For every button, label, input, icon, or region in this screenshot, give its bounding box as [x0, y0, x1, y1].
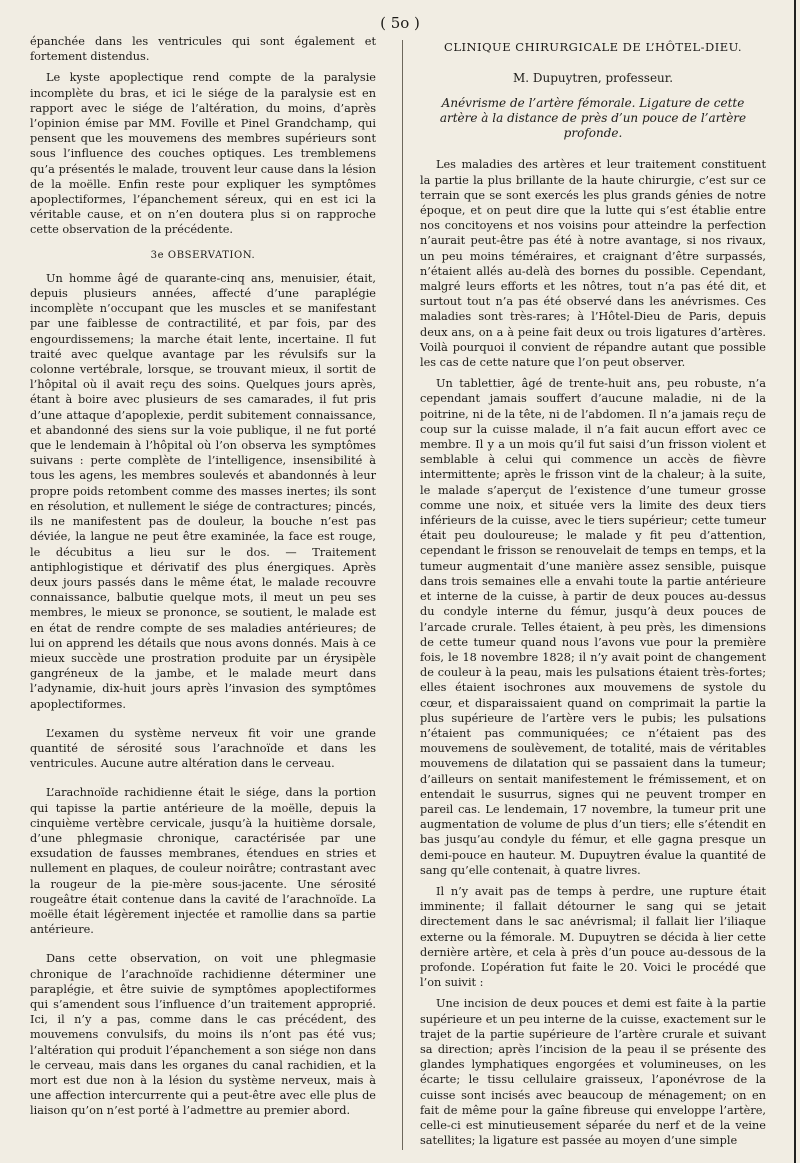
observation-heading: 3e OBSERVATION.: [150, 249, 256, 261]
right-column: [420, 34, 766, 1154]
professor-line: M. Dupuytren, professeur.: [512, 71, 674, 86]
paragraph: Un homme âgé de quarante-cinq ans, menuisier, était, depuis plusieurs années, affecté d’une paraplégie incomplète n’occupant que les muscles et se manifestant par une faiblesse de contractilité, et par fois, par des engourdissemens; la marche était lente, incertaine. Il fut traité avec quelque avantage par les révulsifs sur la colonne vertébrale, lorsque, se trouvant mieux, il sortit de l’hôpital où il avait reçu des soins. Quelques jours après, étant à boire avec plusieurs de ses camarades, il fut pris d’une attaque d’apoplexie, perdit subitement connaissance, et abandonné des siens sur la voie publique, il ne fut porté que le lendemain à l’hôpital où l’on observa les symptômes suivans : perte complète de l’intelligence, insensibilité à tous les agens, les membres soulevés et abandonnés à leur propre poids retombent comme des masses inertes; ils sont en résolution, et nullement le siége de contractures; pincés, ils ne manifestent pas de douleur, la bouche n’est pas déviée, la langue ne peut être examinée, la face est rouge, le décubitus a lieu sur le dos. — Traitement antiphlogistique et dérivatif des plus énergiques. Après deux jours passés dans le même état, le malade recouvre connaissance, balbutie quelque mots, il meut un peu ses membres, le mieux se prononce, se soutient, le malade est en état de rendre compte de ses maladies antérieures; de lui on apprend les détails que nous avons donnés. Mais à ce mieux succède une prostration produite par un érysipèle gangréneux de la jambe, et le malade meurt dans l’adynamie, dix-huit jours après l’invasion des symptômes apoplectiformes.: [30, 271, 376, 711]
paragraph: Le kyste apoplectique rend compte de la paralysie incomplète du bras, et ici le siége de la paralysie est en rapport avec le siége de l’altération, du moins, d’après l’opinion émise par MM. Foville et Pinel Grandchamp, qui pensent que les mouvemens des membres supérieurs sont sous l’influence des couches optiques. Les tremblemens qu’a présentés le malade, trouvent leur cause dans la lésion de la moëlle. Enfin reste pour expliquer les symptômes apoplectiformes, l’épanchement séreux, qui en est ici la véritable cause, et on n’en doutera plus si on rapproche cette observation de la précédente.: [30, 71, 376, 237]
paragraph: Une incision de deux pouces et demi est faite à la partie supérieure et un peu interne de la cuisse, exactement sur le trajet de la partie supérieure de l’artère crurale et suivant sa direction; après l’incision de la peau il se présente des glandes lymphatiques engorgées et volumineuses, on les écarte; le tissu cellulaire graisseux, l’aponévrose de la cuisse sont incisés avec beaucoup de ménagement; on en fait de même pour la gaîne fibreuse qui enveloppe l’artère, celle-ci est minutieusement séparée du nerf et de la veine satellites; la ligature est passée au moyen d’une simple: [420, 997, 766, 1148]
left-column: [30, 34, 376, 1125]
paragraph: épanchée dans les ventricules qui sont également et fortement distendus.: [30, 35, 376, 64]
paragraph: Les maladies des artères et leur traitement constituent la partie la plus brillante de la haute chirurgie, c’est sur ce terrain que se sont exercés les plus grands génies de notre époque, et on peut dire que la lutte qui s’est établie entre nos concitoyens et nos voisins pour atteindre la perfection n’aurait peut-être pas été à notre avantage, si nos rivaux, un peu moins téméraires, et craignant d’être surpassés, n’étaient allés au-delà des bornes du possible. Cependant, malgré leurs efforts et les nôtres, tout n’a pas été dit, et surtout tout n’a pas été observé dans les anévrismes. Ces maladies sont très-rares; à l’Hôtel-Dieu de Paris, depuis deux ans, on a à peine fait deux ou trois ligatures d’artères. Voilà pourquoi il convient de répandre autant que possible les cas de cette nature que l’on peut observer.: [420, 158, 766, 370]
paragraph: Il n’y avait pas de temps à perdre, une rupture était imminente; il fallait détourner le sang qui se jetait directement dans le sac anévrismal; il fallait lier l’iliaque externe ou la fémorale. M. Dupuytren se décida à lier cette dernière artère, et cela à près d’un pouce au-dessous de la profonde. L’opération fut faite le 20. Voici le procédé que l’on suivit :: [420, 884, 766, 990]
clinic-heading: CLINIQUE CHIRURGICALE DE L’HÔTEL-DIEU.: [444, 40, 742, 54]
paragraph: L’arachnoïde rachidienne était le siége, dans la portion qui tapisse la partie antérieure de la moëlle, depuis la cinquième vertèbre cervicale, jusqu’à la huitième dorsale, d’une phlegmasie chronique, caractérisée par une exsudation de fausses membranes, étendues en stries et nullement en plaques, de couleur noirâtre; contrastant avec la rougeur de la pie-mère sous-jacente. Une sérosité rougeâtre était contenue dans la cavité de l’arachnoïde. La moëlle était légèrement injectée et ramollie dans sa partie antérieure.: [30, 786, 376, 937]
page-number: ( 5o ): [380, 14, 420, 32]
article-subtitle: Anévrisme de l’artère fémorale. Ligature de cette artère à la distance de près d’un pouce de l’artère profonde.: [439, 96, 747, 141]
paragraph: Un tablettier, âgé de trente-huit ans, peu robuste, n’a cependant jamais souffert d’aucune maladie, ni de la poitrine, ni de la tête, ni de l’abdomen. Il n’a jamais reçu de coup sur la cuisse malade, il n’a fait aucun effort avec ce membre. Il y a un mois qu’il fut saisi d’un frisson violent et semblable à celui qui commence un accès de fièvre intermittente; après le frisson vint de la chaleur; à la suite, le malade s’aperçut de l’existence d’une tumeur grosse comme une noix, et située vers la limite des deux tiers inférieurs de la cuisse, avec le tiers supérieur; cette tumeur était peu douloureuse; le malade y fit peu d’attention, cependant le frisson se renouvelait de temps en temps, et la tumeur augmentait d’une manière assez sensible, puisque dans trois semaines elle a envahi toute la partie antérieure et interne de la cuisse, à partir de deux pouces au-dessus du condyle interne du fémur, jusqu’à deux pouces de l’arcade crurale. Telles étaient, à peu près, les dimensions de cette tumeur quand nous l’avons vue pour la première fois, le 18 novembre 1828; il n’y avait point de changement de couleur à la peau, mais les pulsations étaient très-fortes; elles étaient isochrones aux mouvemens de systole du cœur, et disparaissaient quand on comprimait la partie la plus supérieure de l’artère vers le pubis; les pulsations n’étaient pas communiquées; ce n’étaient pas des mouvemens de soulèvement, de totalité, mais de véritables mouvemens de dilatation qui se passaient dans la tumeur; d’ailleurs on sentait manifestement le frémissement, et on entendait le susurrus, signes qui ne peuvent tromper en pareil cas. Le lendemain, 17 novembre, la tumeur prit une augmentation de volume de plus d’un tiers; elle s’étendit en bas jusqu’au condyle du fémur, et elle gagna presque un demi-pouce en hauteur. M. Dupuytren évalue la quantité de sang qu’elle contenait, à quatre livres.: [420, 377, 766, 877]
page-edge: [794, 0, 796, 1163]
paragraph: L’examen du système nerveux fit voir une grande quantité de sérosité sous l’arachnoïde et dans les ventricules. Aucune autre altération dans le cerveau.: [30, 726, 376, 771]
paragraph: Dans cette observation, on voit une phlegmasie chronique de l’arachnoïde rachidienne déterminer une paraplégie, et être suivie de symptômes apoplectiformes qui s’amendent sous l’influence d’un traitement approprié. Ici, il n’y a pas, comme dans le cas précédent, des mouvemens convulsifs, du moins ils n’ont pas été vus; l’altération qui produit l’épanchement a son siége non dans le cerveau, mais dans les organes du canal rachidien, et la mort est due non à la lésion du système nerveux, mais à une affection intercurrente qui a peut-être avec elle plus de liaison qu’on n’est porté à l’admettre au premier abord.: [30, 952, 376, 1118]
column-divider: [402, 40, 403, 1150]
